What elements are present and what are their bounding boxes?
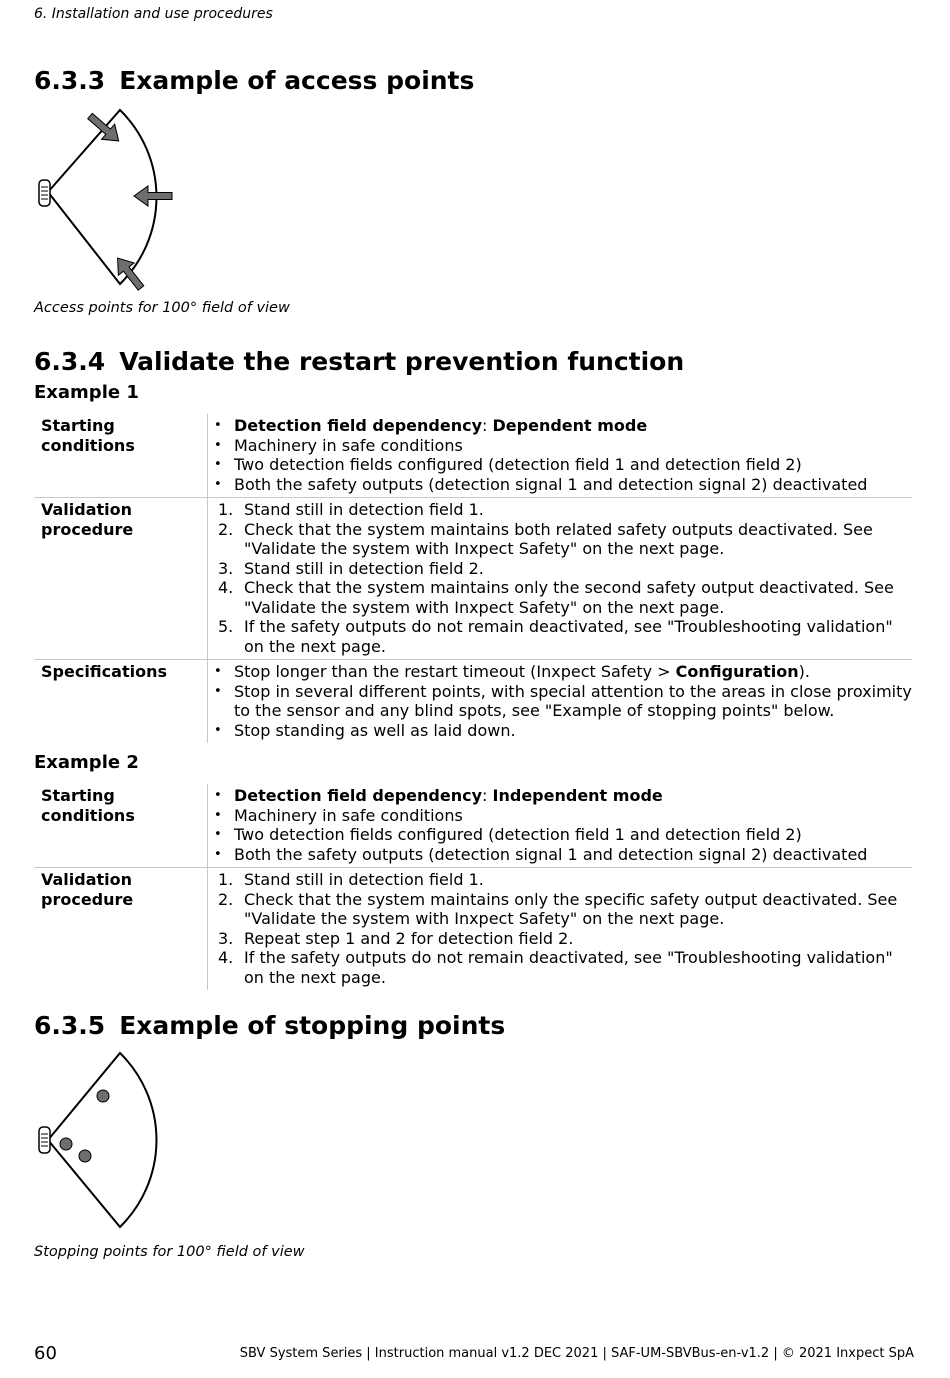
sensor-icon [39, 180, 50, 206]
example-2-heading: Example 2 [34, 752, 139, 773]
row-value [208, 498, 913, 660]
section-number: 6.3.3 [34, 66, 106, 95]
running-header: 6. Installation and use procedures [34, 6, 273, 22]
table-row [34, 868, 912, 991]
list-item: 3. Stand still in detection field 2. [218, 558, 484, 578]
list-item: • Both the safety outputs (detection signal 1 and detection signal 2) deactivated [214, 845, 912, 865]
bullet-list [214, 416, 912, 494]
section-title: Example of access points [119, 66, 475, 95]
row-label: Starting conditions [34, 784, 208, 868]
list-item: • Machinery in safe conditions [214, 436, 912, 456]
row-label: Specifications [34, 660, 208, 744]
figure-caption: Access points for 100° field of view [34, 300, 290, 316]
section-title: Validate the restart prevention function [119, 347, 685, 376]
list-item: • Two detection fields configured (detection field 1 and detection field 2) [214, 455, 912, 475]
stopping-point-icon [60, 1138, 72, 1150]
bullet-list [214, 662, 912, 740]
table-row [34, 498, 912, 660]
list-item: • Stop standing as well as laid down. [214, 721, 912, 741]
row-value [208, 868, 913, 991]
list-item: 2. Check that the system maintains both related safety outputs deactivated. See "Validate the system with Inxpect Safety" on the next page. [218, 519, 873, 558]
numbered-list [214, 500, 912, 656]
row-label: Validation procedure [34, 498, 208, 660]
list-item: • Machinery in safe conditions [214, 806, 912, 826]
list-item: 1. Stand still in detection field 1. [218, 870, 484, 889]
list-item: 2. Check that the system maintains only the specific safety output deactivated. See "Validate the system with Inxpect Safety" on the next page. [218, 889, 898, 928]
table-row [34, 660, 912, 744]
list-item: 4. If the safety outputs do not remain deactivated, see "Troubleshooting validation" on the next page. [218, 948, 893, 987]
list-item: 4. Check that the system maintains only the second safety output deactivated. See "Validate the system with Inxpect Safety" on the next page. [218, 578, 894, 617]
row-value [208, 784, 913, 868]
list-item: 5. If the safety outputs do not remain deactivated, see "Troubleshooting validation" on the next page. [218, 617, 893, 656]
bullet-list [214, 786, 912, 864]
stopping-point-icon [79, 1150, 91, 1162]
row-label: Starting conditions [34, 414, 208, 498]
section-title: Example of stopping points [119, 1011, 506, 1040]
arrow-icon [83, 108, 125, 148]
section-number: 6.3.5 [34, 1011, 106, 1040]
list-item: • Detection field dependency: Independent mode [214, 786, 912, 806]
page-number: 60 [34, 1343, 57, 1364]
arrow-icon [134, 186, 172, 206]
list-item: • Stop longer than the restart timeout (Inxpect Safety > Configuration). [214, 662, 912, 682]
table-row [34, 784, 912, 868]
example-1-heading: Example 1 [34, 382, 139, 403]
example-2-table [34, 784, 912, 990]
stopping-point-icon [97, 1090, 109, 1102]
row-value [208, 414, 913, 498]
section-633-heading [34, 66, 474, 95]
row-label: Validation procedure [34, 868, 208, 991]
list-item: • Stop in several different points, with special attention to the areas in close proximity to the sensor and any blind spots, see "Example of stopping points" below. [214, 682, 912, 721]
row-value [208, 660, 913, 744]
section-number: 6.3.4 [34, 347, 106, 376]
section-634-heading [34, 347, 684, 376]
access-points-figure [30, 104, 190, 296]
list-item: 3. Repeat step 1 and 2 for detection field 2. [218, 928, 574, 948]
figure-caption: Stopping points for 100° field of view [34, 1244, 305, 1260]
section-635-heading [34, 1011, 505, 1040]
stopping-points-figure [30, 1048, 170, 1234]
list-item: • Both the safety outputs (detection signal 1 and detection signal 2) deactivated [214, 475, 912, 495]
list-item: • Two detection fields configured (detection field 1 and detection field 2) [214, 825, 912, 845]
arrow-icon [110, 252, 149, 294]
footer-doc-info: SBV System Series | Instruction manual v1.2 DEC 2021 | SAF-UM-SBVBus-en-v1.2 | © 2021 Inxpect SpA [239, 1346, 914, 1361]
table-row [34, 414, 912, 498]
numbered-list [214, 870, 912, 987]
sensor-icon [39, 1127, 50, 1153]
example-1-table [34, 414, 912, 743]
list-item: 1. Stand still in detection field 1. [218, 500, 484, 519]
list-item: • Detection field dependency: Dependent mode [214, 416, 912, 436]
